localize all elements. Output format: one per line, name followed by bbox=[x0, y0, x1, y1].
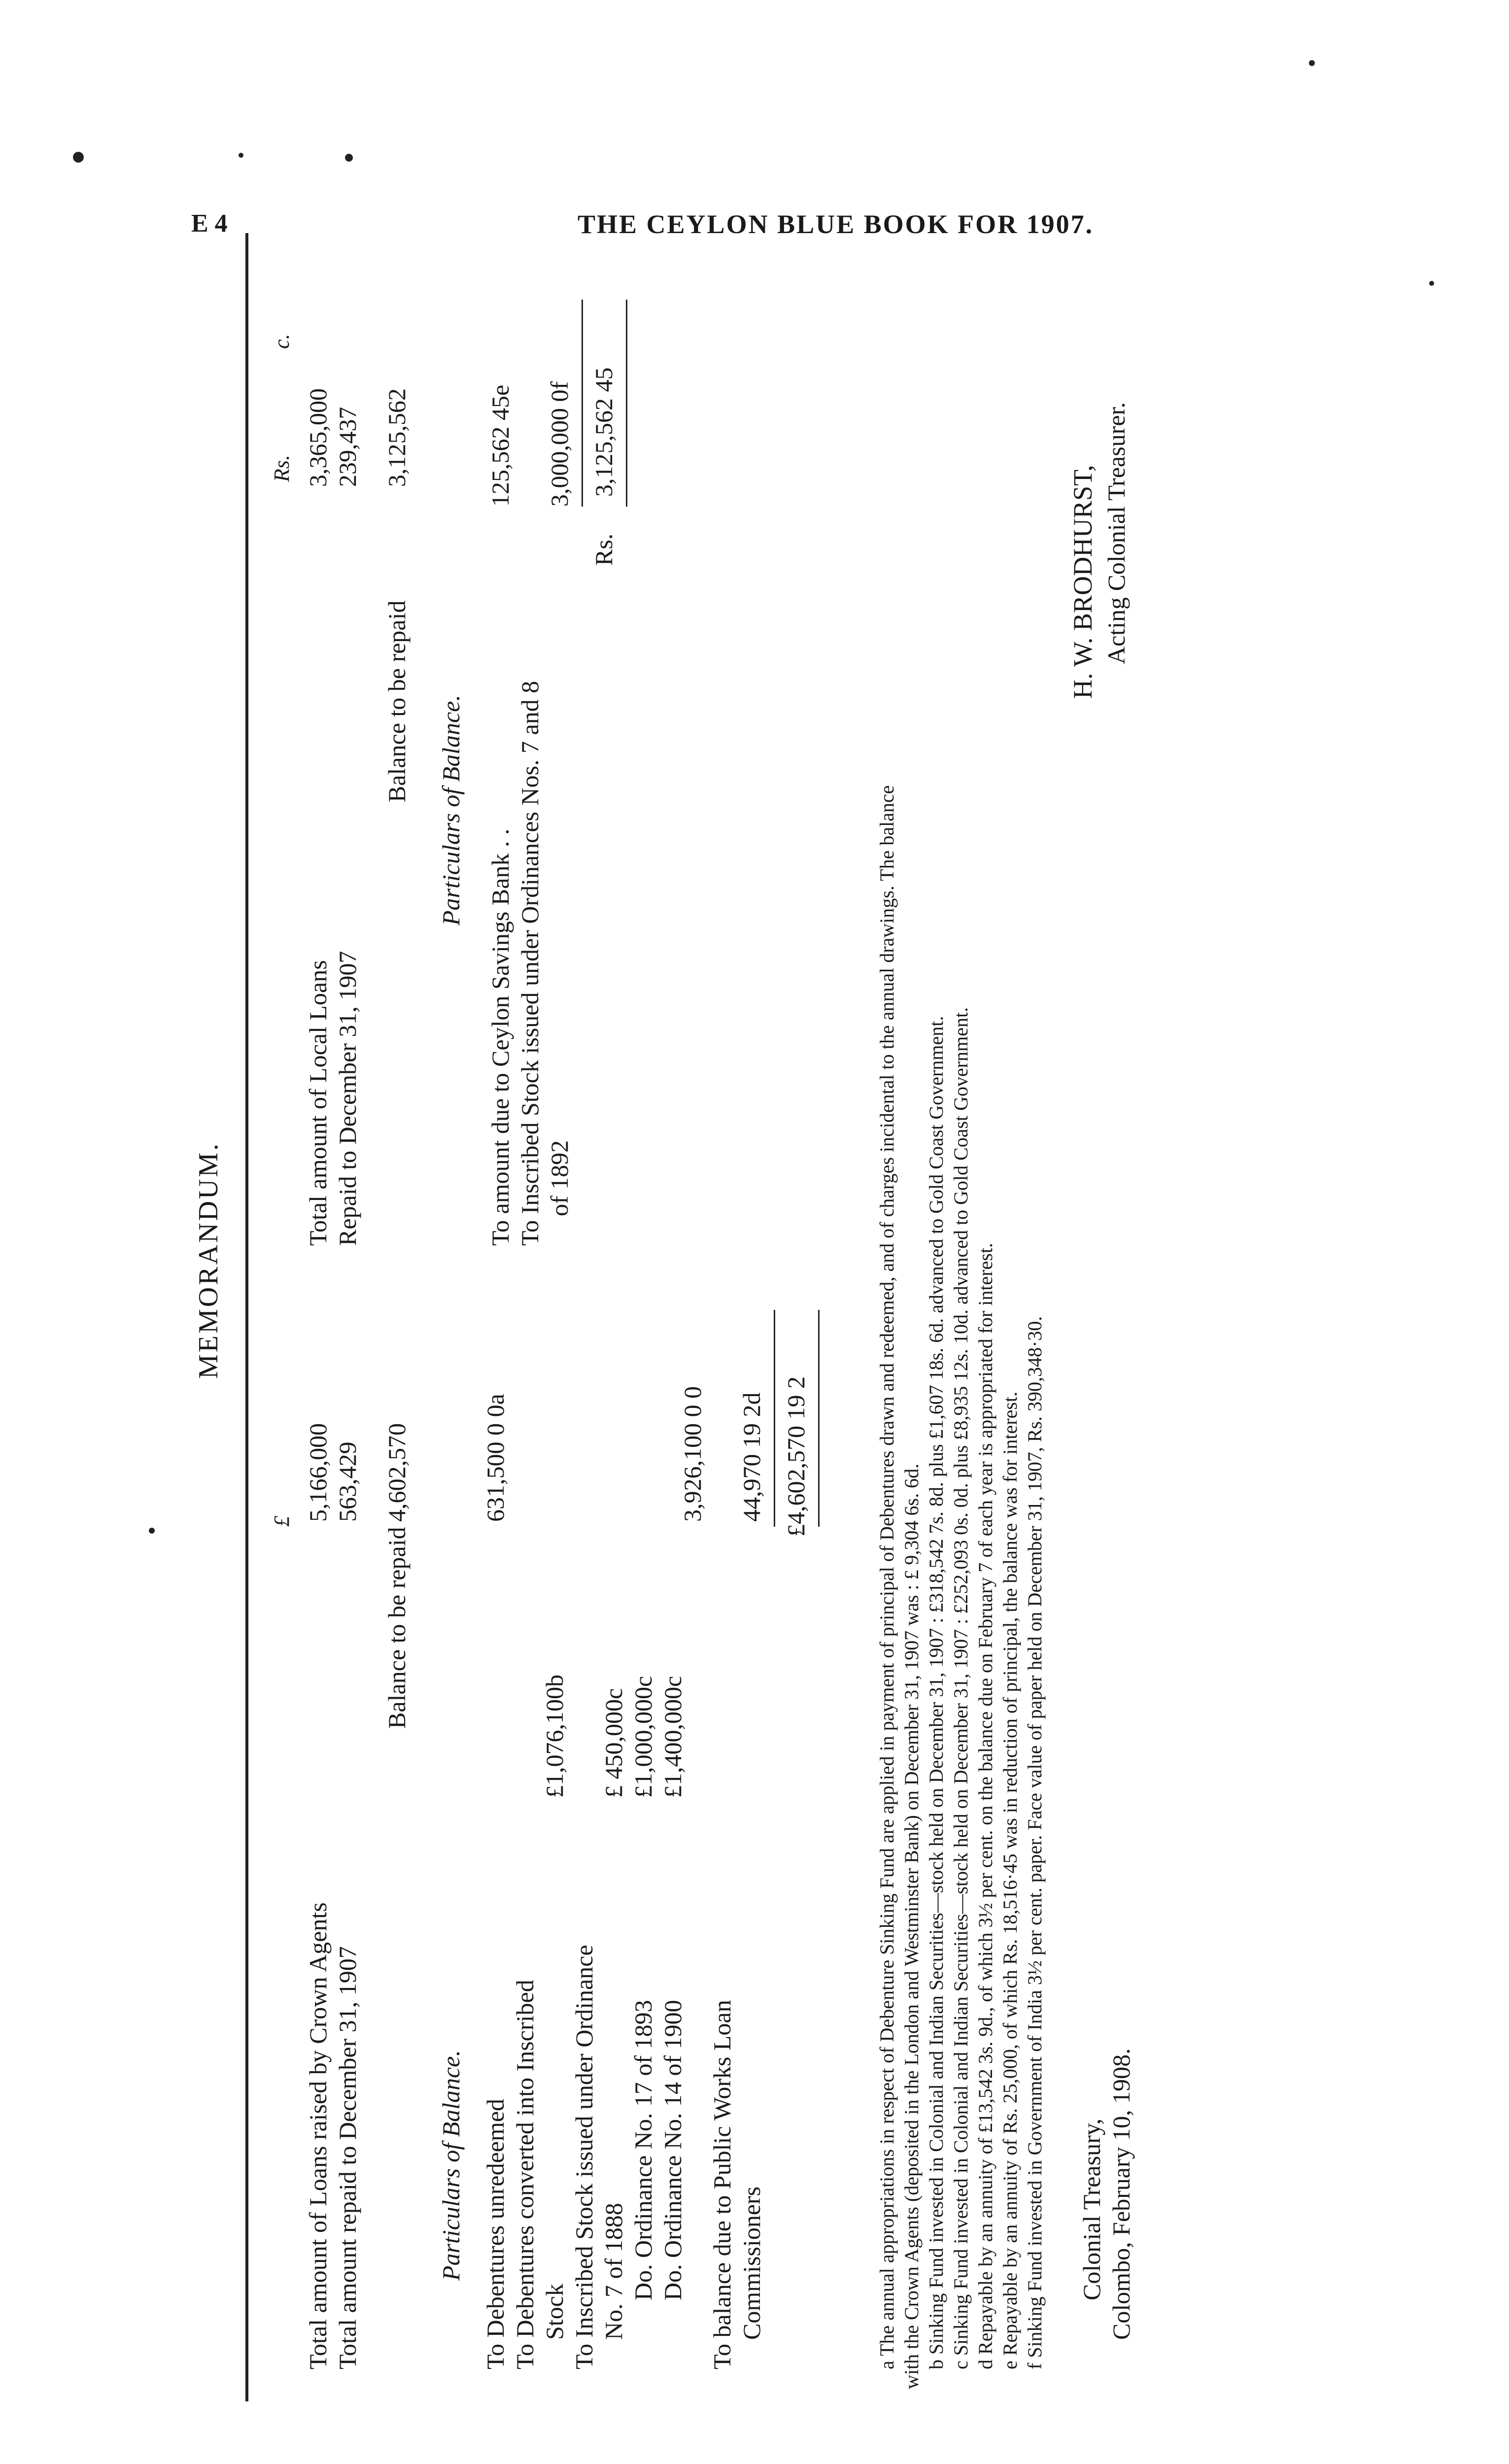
right-row-label: Repaid to December 31, 1907 bbox=[334, 951, 361, 1246]
footnote-line: with the Crown Agents (deposited in the London and Westminster Bank) on December 31, 1907 was : £ 9,304 6s. 6d. bbox=[900, 1464, 923, 2389]
signature-name: H. W. BRODHURST, bbox=[1068, 465, 1097, 699]
signature-place: Colonial Treasury, bbox=[1078, 2119, 1105, 2300]
left-particular-line: Stock bbox=[541, 2284, 568, 2340]
right-balance-label: Balance to be repaid bbox=[383, 600, 411, 802]
right-row-rs: 3,365,000 bbox=[304, 388, 332, 487]
left-particular-sub: £1,000,000c bbox=[629, 1676, 657, 1798]
left-particular-line: Do. Ordinance No. 14 of 1900 bbox=[659, 2000, 686, 2300]
right-particulars-heading: Particulars of Balance. bbox=[437, 695, 465, 925]
footnote-line: d Repayable by an annuity of £13,542 3s. 9d., of which 3½ per cent. on the balance due on February 7 of each year is appropriated for interest. bbox=[974, 1243, 996, 2369]
right-total-prefix: Rs. bbox=[590, 533, 617, 566]
left-row-pounds: 5,166,000 bbox=[304, 1423, 332, 1522]
left-particular-line: To Inscribed Stock issued under Ordinance bbox=[570, 1945, 598, 2369]
signature-title: Acting Colonial Treasurer. bbox=[1102, 402, 1130, 664]
right-particular-line: To Inscribed Stock issued under Ordinances Nos. 7 and 8 bbox=[516, 681, 544, 1246]
left-particular-amount: 631,500 0 0a bbox=[481, 1394, 509, 1522]
left-row-pounds: 563,429 bbox=[334, 1441, 361, 1522]
footnote-line: a The annual appropriations in respect of Debenture Sinking Fund are applied in payment of principal of Debentures drawn and redeemed, and of charges incidental to the annual drawings. The balance bbox=[876, 785, 898, 2369]
page-ref-top: E 4 bbox=[191, 209, 228, 238]
right-particular-amount: 3,000,000 0f bbox=[546, 381, 573, 507]
left-total: £4,602,570 19 2 bbox=[782, 1376, 810, 1537]
left-particular-line: Commissioners bbox=[738, 2186, 765, 2340]
table-left-rule bbox=[245, 233, 248, 2401]
left-particular-line: To Debentures converted into Inscribed bbox=[511, 1980, 539, 2369]
right-particular-line: To amount due to Ceylon Savings Bank . . bbox=[486, 828, 514, 1246]
left-particular-line: To Debentures unredeemed bbox=[481, 2098, 509, 2369]
right-head-c: c. bbox=[270, 334, 294, 349]
right-balance-rs: 3,125,562 bbox=[383, 388, 411, 487]
left-particular-amount: 44,970 19 2d bbox=[738, 1392, 765, 1522]
left-balance-pounds: 4,602,570 bbox=[383, 1423, 411, 1522]
left-particulars-heading: Particulars of Balance. bbox=[437, 2050, 465, 2281]
left-total-rule bbox=[774, 1310, 775, 1527]
right-total-rule bbox=[582, 300, 583, 507]
left-particular-line: No. 7 of 1888 bbox=[600, 2203, 627, 2340]
footnote-line: e Repayable by an annuity of Rs. 25,000, of which Rs. 18,516·45 was in reduction of principal, the balance was for interest. bbox=[999, 1392, 1021, 2369]
footnote-line: c Sinking Fund invested in Colonial and Indian Securities—stock held on December 31, 1907 : £252,093 0s. 0d. plus £8,935 12s. 10d. advanced to Gold Coast Government. bbox=[950, 1007, 972, 2369]
left-balance-label: Balance to be repaid bbox=[383, 1527, 411, 1729]
left-particular-amount: 3,926,100 0 0 bbox=[679, 1386, 706, 1522]
right-row-rs: 239,437 bbox=[334, 407, 361, 487]
right-row-label: Total amount of Local Loans bbox=[304, 960, 332, 1246]
right-particular-line: of 1892 bbox=[546, 1140, 573, 1216]
left-row-label: Total amount repaid to December 31, 1907 bbox=[334, 1946, 361, 2369]
footnote-line: b Sinking Fund invested in Colonial and Indian Securities—stock held on December 31, 1907 : £318,542 7s. 8d. plus £1,607 18s. 6d. advanced to Gold Coast Government. bbox=[925, 1016, 947, 2369]
left-particular-sub: £ 450,000c bbox=[600, 1688, 627, 1798]
left-row-label: Total amount of Loans raised by Crown Agents bbox=[304, 1902, 332, 2369]
section-title: MEMORANDUM. bbox=[193, 1141, 224, 1379]
right-total: 3,125,562 45 bbox=[590, 367, 617, 497]
left-particular-sub: £1,400,000c bbox=[659, 1676, 686, 1798]
left-head-pounds: £ bbox=[270, 1516, 294, 1527]
signature-date: Colombo, February 10, 1908. bbox=[1107, 2048, 1135, 2340]
left-particular-line: Do. Ordinance No. 17 of 1893 bbox=[629, 2000, 657, 2300]
right-total-double-rule bbox=[626, 300, 627, 507]
footnote-line: f Sinking Fund invested in Government of India 3½ per cent. paper. Face value of paper held on December 31, 1907, Rs. 390,348·30. bbox=[1024, 1316, 1046, 2369]
left-particular-sub: £1,076,100b bbox=[541, 1675, 568, 1798]
left-total-double-rule bbox=[818, 1310, 820, 1527]
left-particular-line: To balance due to Public Works Loan bbox=[708, 2000, 736, 2369]
running-title-top: THE CEYLON BLUE BOOK FOR 1907. bbox=[578, 209, 1094, 239]
right-particular-amount: 125,562 45e bbox=[486, 384, 514, 507]
right-head-rs: Rs. bbox=[270, 455, 294, 482]
